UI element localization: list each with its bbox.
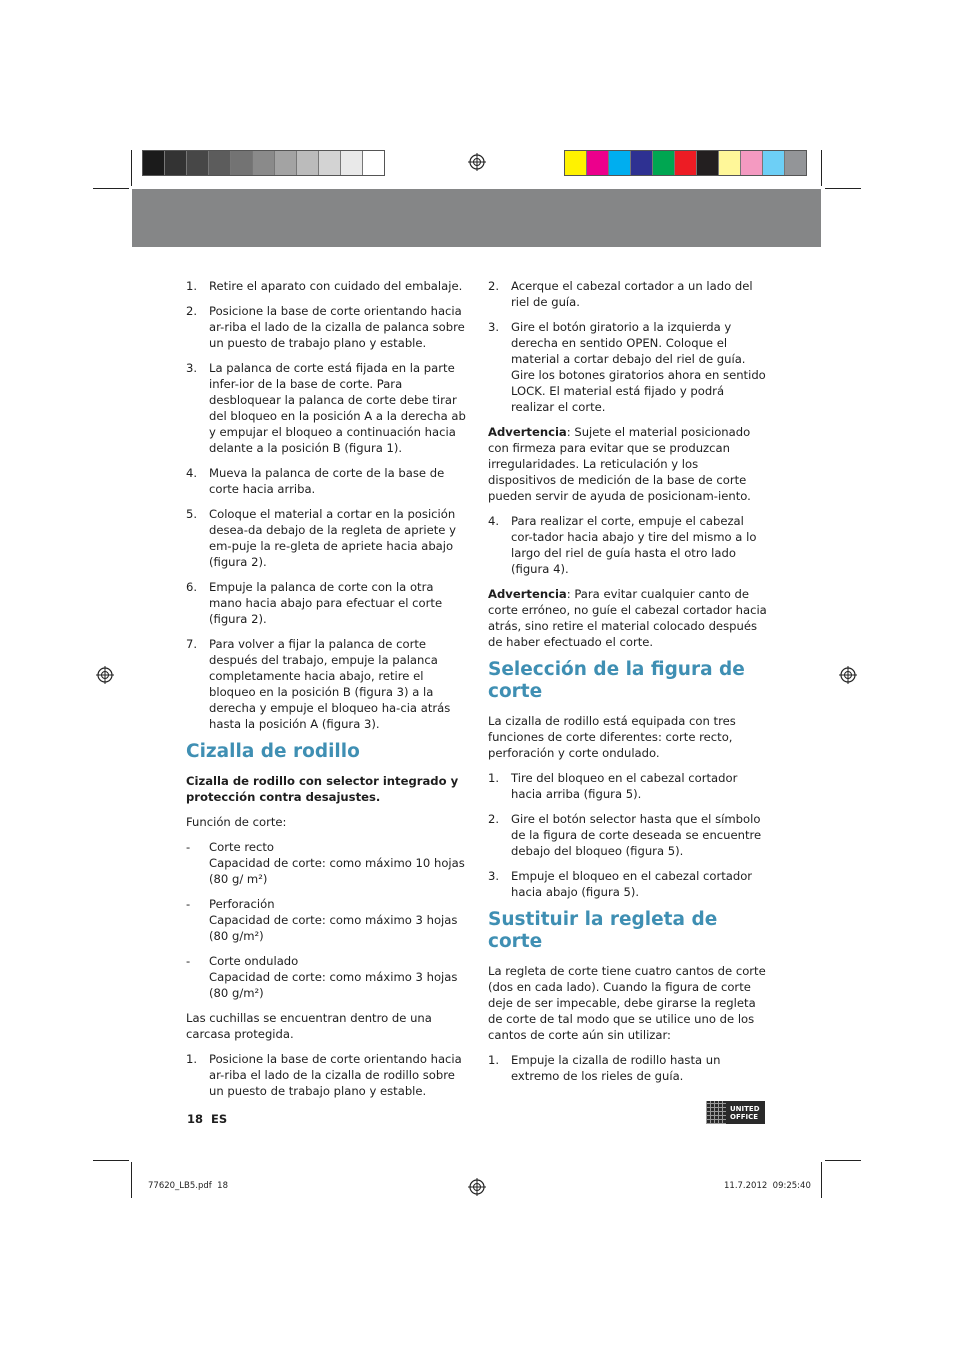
color-swatch — [165, 151, 187, 175]
sustituir-steps-list — [488, 1052, 768, 1084]
list-item — [488, 513, 768, 577]
list-item — [488, 868, 768, 900]
list-item-text: Empuje el bloqueo en el cabezal cortador hacia abajo (figura 5). — [511, 869, 753, 899]
roller-steps-list-continued — [488, 278, 768, 415]
dash-bullet: - — [186, 840, 191, 854]
color-swatch — [363, 151, 384, 175]
color-swatch — [653, 151, 675, 175]
dash-bullet: - — [186, 954, 191, 968]
dash-item-body — [209, 896, 466, 944]
cut-function-label: Función de corte: — [186, 815, 287, 829]
dash-item-text: Capacidad de corte: como máximo 10 hojas (80 g/ m²) — [209, 856, 465, 886]
warning-label: Advertencia — [488, 425, 567, 439]
lever-steps-list — [186, 278, 466, 732]
list-item-number: 2. — [186, 304, 198, 318]
crop-mark — [131, 150, 132, 186]
footer-time: 09:25:40 — [772, 1181, 811, 1191]
logo-grid-icon — [706, 1101, 726, 1124]
roller-step-4 — [488, 513, 768, 577]
crop-mark — [93, 188, 129, 189]
list-item-number: 3. — [488, 869, 500, 883]
registration-mark-icon — [96, 666, 114, 684]
color-swatch — [763, 151, 785, 175]
list-item — [186, 465, 466, 497]
color-swatch — [187, 151, 209, 175]
dash-item-text: Capacidad de corte: como máximo 3 hojas (80 g/m²) — [209, 970, 458, 1000]
list-item-text: Tire del bloqueo en el cabezal cortador hacia arriba (figura 5). — [511, 771, 738, 801]
logo-text — [726, 1105, 760, 1121]
crop-mark — [93, 1160, 129, 1161]
list-item-text: Mueva la palanca de corte de la base de corte hacia arriba. — [209, 466, 445, 496]
dash-item-title: Corte ondulado — [209, 954, 299, 968]
list-item-text: Empuje la cizalla de rodillo hasta un extremo de los rieles de guía. — [511, 1053, 721, 1083]
page-number-value: 18 — [187, 1112, 204, 1126]
color-swatch — [675, 151, 697, 175]
list-item — [186, 360, 466, 456]
list-item — [488, 811, 768, 859]
color-swatch — [741, 151, 763, 175]
seleccion-intro: La cizalla de rodillo está equipada con tres funciones de corte diferentes: corte recto, perforación y corte ondulado. — [488, 714, 736, 760]
list-item — [186, 839, 466, 887]
color-swatch — [697, 151, 719, 175]
dash-item-title: Corte recto — [209, 840, 274, 854]
list-item — [488, 278, 768, 310]
color-swatch — [719, 151, 741, 175]
warning-2 — [488, 586, 768, 650]
registration-mark-icon — [468, 1178, 486, 1196]
list-item-number: 3. — [186, 361, 198, 375]
registration-mark-icon — [468, 153, 486, 171]
page-number — [187, 1112, 227, 1126]
color-swatch — [319, 151, 341, 175]
color-swatch — [631, 151, 653, 175]
color-swatch — [297, 151, 319, 175]
color-swatch — [231, 151, 253, 175]
list-item-number: 1. — [186, 1052, 198, 1066]
list-item — [186, 953, 466, 1001]
list-item — [488, 1052, 768, 1084]
footer-datetime — [724, 1181, 811, 1191]
list-item — [186, 278, 466, 294]
crop-mark — [821, 1162, 822, 1198]
list-item-number: 3. — [488, 320, 500, 334]
color-swatch — [609, 151, 631, 175]
sustituir-intro: La regleta de corte tiene cuatro cantos de corte (dos en cada lado). Cuando la figura de corte deje de ser impecable, debe girarse la regleta de corte de tal modo que se utilice uno de los cantos de corte aún sin utilizar: — [488, 964, 766, 1042]
grey-calibration-bar — [142, 150, 385, 176]
color-swatch — [565, 151, 587, 175]
list-item-text: Gire el botón giratorio a la izquierda y derecha en sentido OPEN. Coloque el material a cortar debajo del riel de guía. Gire los botones giratorios ahora en sentido LOCK. El material está fijado y podrá realizar el corte. — [511, 320, 766, 414]
list-item-text: La palanca de corte está fijada en la parte infer-ior de la base de corte. Para desbloquear la palanca de corte debe tirar del bloqueo en la posición A a la derecha ab y empujar el bloqueo a continuación hacia delante a la posición B (figura 1). — [209, 361, 466, 455]
list-item — [488, 770, 768, 802]
list-item — [186, 506, 466, 570]
right-column — [488, 278, 768, 1093]
header-band — [132, 189, 821, 247]
list-item-number: 4. — [488, 514, 500, 528]
left-column — [186, 278, 466, 1108]
list-item-text: Posicione la base de corte orientando hacia ar-riba el lado de la cizalla de palanca sobre un puesto de trabajo plano y estable. — [209, 304, 465, 350]
warning-text: : Para evitar cualquier canto de corte erróneo, no guíe el cabezal cortador hacia atrás, sino retire el material colocado después de haber efectuado el corte. — [488, 587, 767, 649]
crop-mark — [821, 150, 822, 186]
list-item-text: Posicione la base de corte orientando hacia ar-riba el lado de la cizalla de rodillo sobre un puesto de trabajo plano y estable. — [209, 1052, 462, 1098]
color-swatch — [253, 151, 275, 175]
color-swatch — [275, 151, 297, 175]
list-item-text: Acerque el cabezal cortador a un lado del riel de guía. — [511, 279, 753, 309]
list-item-number: 1. — [488, 771, 500, 785]
dash-item-title: Perforación — [209, 897, 275, 911]
list-item-text: Empuje la palanca de corte con la otra mano hacia abajo para efectuar el corte (figura 2). — [209, 580, 443, 626]
cut-function-list — [186, 839, 466, 1001]
section-heading-roller: Cizalla de rodillo — [186, 741, 360, 762]
crop-mark — [131, 1162, 132, 1198]
list-item — [186, 303, 466, 351]
list-item-text: Gire el botón selector hasta que el símbolo de la figura de corte deseada se encuentre debajo del bloqueo (figura 5). — [511, 812, 762, 858]
roller-steps-list — [186, 1051, 466, 1099]
section-heading-seleccion: Selección de la figura de corte — [488, 659, 745, 702]
color-swatch — [341, 151, 363, 175]
logo-line1: UNITED — [730, 1104, 760, 1113]
list-item-number: 5. — [186, 507, 198, 521]
color-swatch — [209, 151, 231, 175]
list-item-number: 6. — [186, 580, 198, 594]
seleccion-steps-list — [488, 770, 768, 900]
list-item — [186, 579, 466, 627]
warning-label: Advertencia — [488, 587, 567, 601]
roller-subheading: Cizalla de rodillo con selector integrado y protección contra desajustes. — [186, 774, 459, 804]
crop-mark — [825, 1160, 861, 1161]
list-item-number: 7. — [186, 637, 198, 651]
list-item-text: Coloque el material a cortar en la posición desea-da debajo de la regleta de apriete y em-puje la re-gleta de apriete hacia abajo (figura 2). — [209, 507, 456, 569]
color-swatch — [587, 151, 609, 175]
list-item-number: 1. — [186, 279, 198, 293]
list-item-text: Retire el aparato con cuidado del embalaje. — [209, 279, 463, 293]
footer-page: 18 — [217, 1181, 228, 1191]
list-item-number: 4. — [186, 466, 198, 480]
language-code: ES — [211, 1112, 228, 1126]
list-item — [186, 1051, 466, 1099]
crop-mark — [825, 188, 861, 189]
color-swatch — [785, 151, 806, 175]
registration-mark-icon — [839, 666, 857, 684]
list-item-text: Para realizar el corte, empuje el cabezal cor-tador hacia abajo y tire del mismo a lo largo del riel de guía hasta el otro lado (figura 4). — [511, 514, 757, 576]
footer-date: 11.7.2012 — [724, 1181, 768, 1191]
list-item-number: 1. — [488, 1053, 500, 1067]
list-item-number: 2. — [488, 279, 500, 293]
list-item — [186, 636, 466, 732]
footer-file — [148, 1181, 228, 1191]
list-item — [488, 319, 768, 415]
warning-1 — [488, 424, 768, 504]
dash-item-body — [209, 953, 466, 1001]
list-item-number: 2. — [488, 812, 500, 826]
footer-filename: 77620_LB5.pdf — [148, 1181, 212, 1191]
list-item — [186, 896, 466, 944]
dash-item-text: Capacidad de corte: como máximo 3 hojas (80 g/m²) — [209, 913, 458, 943]
united-office-logo — [706, 1101, 765, 1124]
color-calibration-bar — [564, 150, 807, 176]
dash-bullet: - — [186, 897, 191, 911]
list-item-text: Para volver a fijar la palanca de corte después del trabajo, empuje la palanca completamente hacia abajo, retire el bloqueo en la posición B (figura 3) a la derecha y empuje el bloqueo ha-cia atrás hasta la posición A (figura 3). — [209, 637, 451, 731]
warning-text: : Sujete el material posicionado con firmeza para evitar que se produzcan irregularidades. La reticulación y los dispositivos de medición de la base de corte pueden servir de ayuda de posicionam-iento. — [488, 425, 751, 503]
section-heading-sustituir: Sustituir la regleta de corte — [488, 909, 718, 952]
blades-note: Las cuchillas se encuentran dentro de una carcasa protegida. — [186, 1011, 432, 1041]
color-swatch — [143, 151, 165, 175]
logo-line2: OFFICE — [730, 1112, 759, 1121]
dash-item-body — [209, 839, 466, 887]
